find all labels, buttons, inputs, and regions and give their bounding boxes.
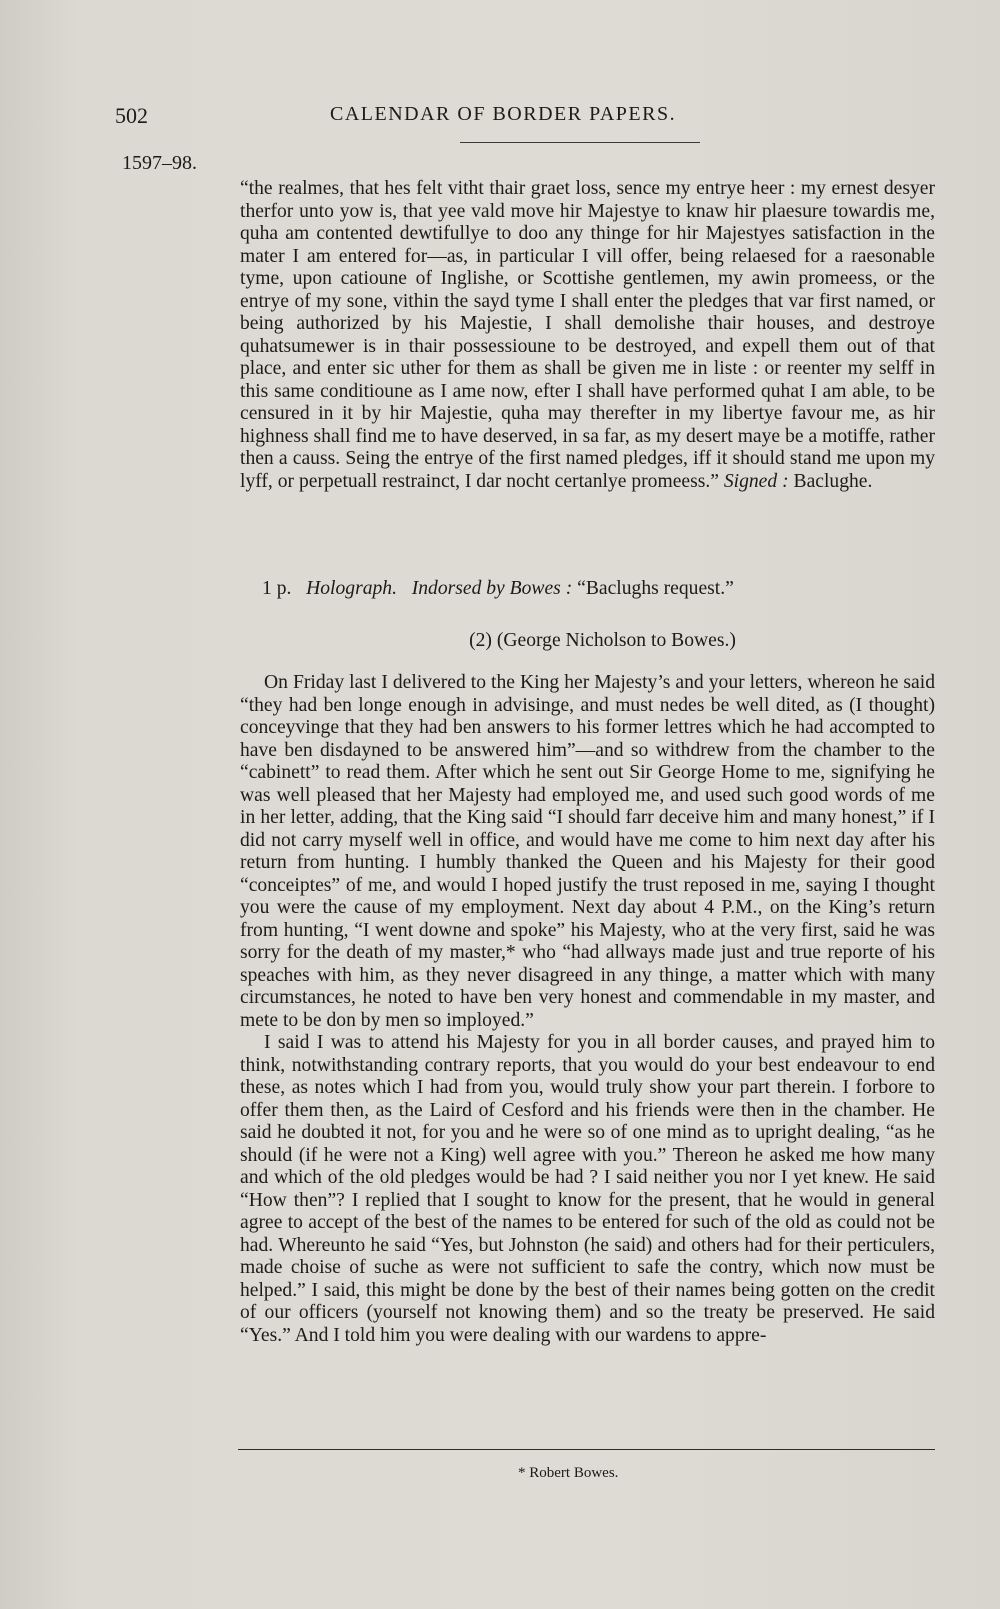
holograph-label: Holograph. — [306, 578, 397, 599]
letter-paragraph: On Friday last I delivered to the King her Majesty’s and your letters, whereon he said “they had ben longe enough in advisinge, and must nedes be well dited, as (I thought) conceyvinge that they had ben answers to his former lettres which he had accompted to have ben disdayned to be answered him”—and so withdrew from the chamber to the “cabinett” to read them. After which he sent out Sir George Home to me, signifying he was well pleased that her Majesty had employed me, and used such good words of me in her letter, adding, that the King said “I should farr deceive him and many honest,” if I did not carry myself well in office, and would have me come to him next day after his return from hunting. I humbly thanked the Queen and his Majesty for their good “conceiptes” of me, and would I hoped justify the trust reposed in me, saying I thought you were the cause of my employment. Next day about 4 P.M., on the King’s return from hunting, “I went downe and spoke” his Majesty, who at the very first, said he was sorry for the death of my master,* who “had allways made just and true reporte of his speaches with him, as they never disagreed in any thinge, a matter which with many circumstances, he noted to have ben very honest and commendable in my master, and mete to be don by men so imployed.” — [240, 672, 935, 1031]
endorsement-line — [240, 578, 935, 608]
page-number: 502 — [115, 103, 148, 128]
page-count: 1 p. — [262, 578, 292, 599]
main-text — [240, 178, 935, 1347]
year-marginal: 1597–98. — [122, 152, 197, 174]
letter-text: “the realmes, that hes felt vitht thair graet loss, sence my entrye heer : my ernest desyer therfor unto yow is, that yee vald move hir Majestye to knaw hir plaesure towardis me, quha am contented dewtifullye to doo any thinge for hir Majestyes satisfaction in the mater I am entered for—as, in particular I vill offer, being relaesed for a raesonable tyme, upon catioune of Inglishe, or Scottishe gentlemen, my awin promeess, or the entrye of my sone, vithin the sayd tyme I shall enter the pledges that var first named, or being authorized by his Majestie, I shall demolishe thair houses, and destroye quhatsumewer is in thair possessioune to be destroyed, and expell them out of that place, and enter sic uther for them as shall be given me in liste : or reenter my selff in this same conditioune as I ame now, efter I shall have performed quhat I am able, to be censured in it by hir Majestie, quha may therefter in my libertye favour me, as hir highness shall find me to have deserved, in sa far, as my desert maye be a motiffe, rather then a causs. Seing the entrye of the first named pledges, iff it should stand me upon my lyff, or perpetuall restrainct, I dar nocht certanlye promeess.” — [240, 178, 935, 492]
signed-label: Signed : — [723, 470, 789, 492]
indorsed-label: Indorsed by Bowes : — [411, 578, 573, 599]
letter-paragraph: I said I was to attend his Majesty for you in all border causes, and prayed him to think, notwithstanding contrary reports, that you would do your best endeavour to end these, as notes which I had from you, would truly show your part therein. I forbore to offer them then, as the Laird of Cesford and his friends were then in the chamber. He said he doubted it not, for you and he were so of one mind as to upright dealing, “as he should (if he were not a King) well agree with you.” Thereon he asked me how many and which of the old pledges would be had ? I said neither you nor I yet knew. He said “How then”? I replied that I sought to know for the present, that he would in general agree to accept of the best of the names to be entered for such of the old as could not be had. Whereunto he said “Yes, but Johnston (he said) and others had for their perticulers, made choise of suche as were not sufficient to safe the contry, which now must be helped.” I said, this might be done by the best of their names being gotten on the credit of our officers (yourself not knowing them) and so the treaty be preserved. He said “Yes.” And I told him you were dealing with our wardens to appre- — [240, 1032, 935, 1346]
footnote: * Robert Bowes. — [518, 1465, 619, 1481]
footnote-rule — [238, 1449, 935, 1450]
signed-name: Baclughe. — [793, 470, 873, 492]
running-title: CALENDAR OF BORDER PAPERS. — [330, 103, 677, 125]
section-subheading: (2) (George Nicholson to Bowes.) — [469, 630, 736, 651]
header-rule — [460, 142, 700, 143]
endorsement-title: “Baclughs request.” — [577, 578, 734, 599]
letter-paragraph — [240, 178, 935, 560]
page-header — [115, 103, 730, 139]
